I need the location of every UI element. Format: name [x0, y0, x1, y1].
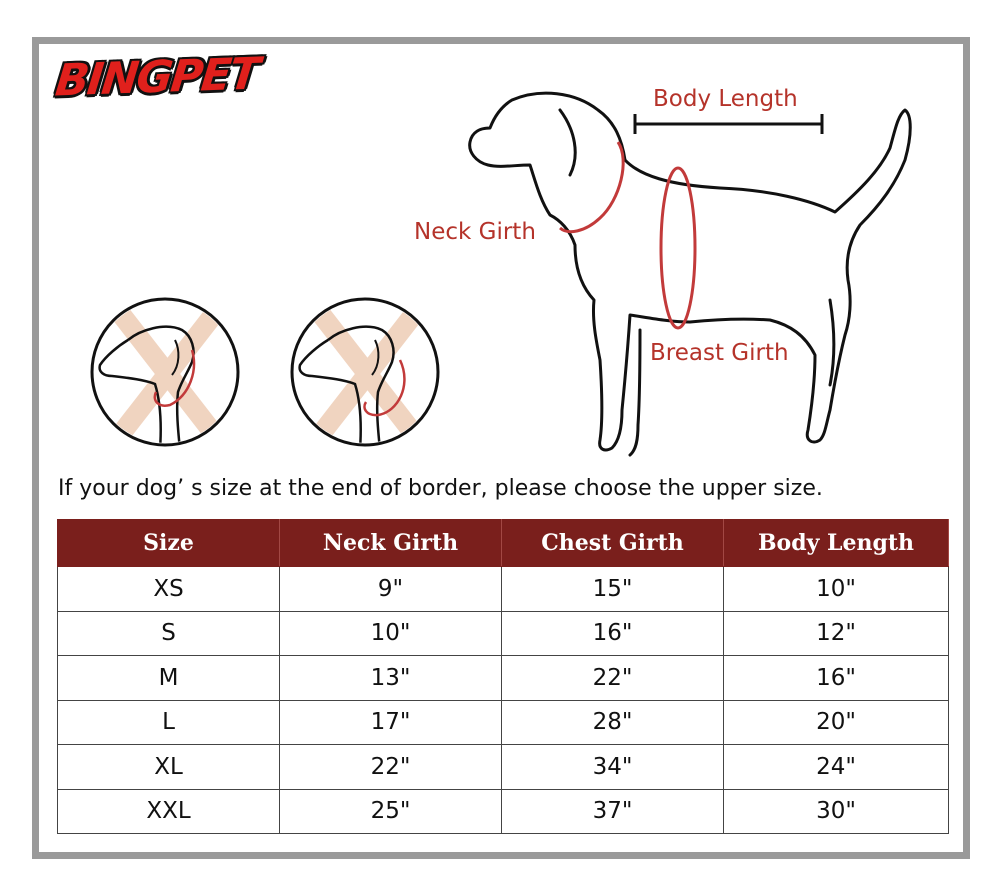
breast-girth-label: Breast Girth [650, 340, 789, 366]
cell-neck: 10" [280, 611, 502, 656]
table-row [58, 789, 949, 834]
header-neck-girth: Neck Girth [280, 520, 502, 567]
size-table [57, 519, 949, 834]
cell-size: S [58, 611, 280, 656]
header-body-length: Body Length [724, 520, 949, 567]
dog-outline-icon [470, 93, 911, 455]
cell-chest: 34" [502, 745, 724, 790]
cell-size: XS [58, 567, 280, 612]
size-note: If your dog’ s size at the end of border, please choose the upper size. [58, 476, 823, 501]
cell-length: 16" [724, 656, 949, 701]
cell-chest: 16" [502, 611, 724, 656]
table-header-row [58, 520, 949, 567]
cell-neck: 9" [280, 567, 502, 612]
cell-size: L [58, 700, 280, 745]
body-length-label: Body Length [653, 86, 798, 112]
neck-girth-loop-icon [560, 142, 623, 232]
breast-girth-loop-icon [661, 168, 695, 328]
cell-length: 20" [724, 700, 949, 745]
cell-length: 24" [724, 745, 949, 790]
cell-neck: 22" [280, 745, 502, 790]
cell-neck: 17" [280, 700, 502, 745]
cell-neck: 25" [280, 789, 502, 834]
table-row [58, 656, 949, 701]
cell-length: 10" [724, 567, 949, 612]
table-row [58, 745, 949, 790]
cell-size: XXL [58, 789, 280, 834]
cell-size: M [58, 656, 280, 701]
neck-girth-label: Neck Girth [414, 219, 536, 245]
cell-length: 12" [724, 611, 949, 656]
body-length-line-icon [635, 114, 822, 134]
wrong-fit-circle-2-icon [292, 299, 438, 450]
header-chest-girth: Chest Girth [502, 520, 724, 567]
header-size: Size [58, 520, 280, 567]
cell-neck: 13" [280, 656, 502, 701]
cell-chest: 28" [502, 700, 724, 745]
brand-logo: BINGPET [52, 48, 261, 107]
cell-length: 30" [724, 789, 949, 834]
table-row [58, 700, 949, 745]
cell-chest: 22" [502, 656, 724, 701]
table-row [58, 611, 949, 656]
wrong-fit-circle-1-icon [92, 299, 238, 450]
cell-size: XL [58, 745, 280, 790]
cell-chest: 37" [502, 789, 724, 834]
cell-chest: 15" [502, 567, 724, 612]
table-row [58, 567, 949, 612]
